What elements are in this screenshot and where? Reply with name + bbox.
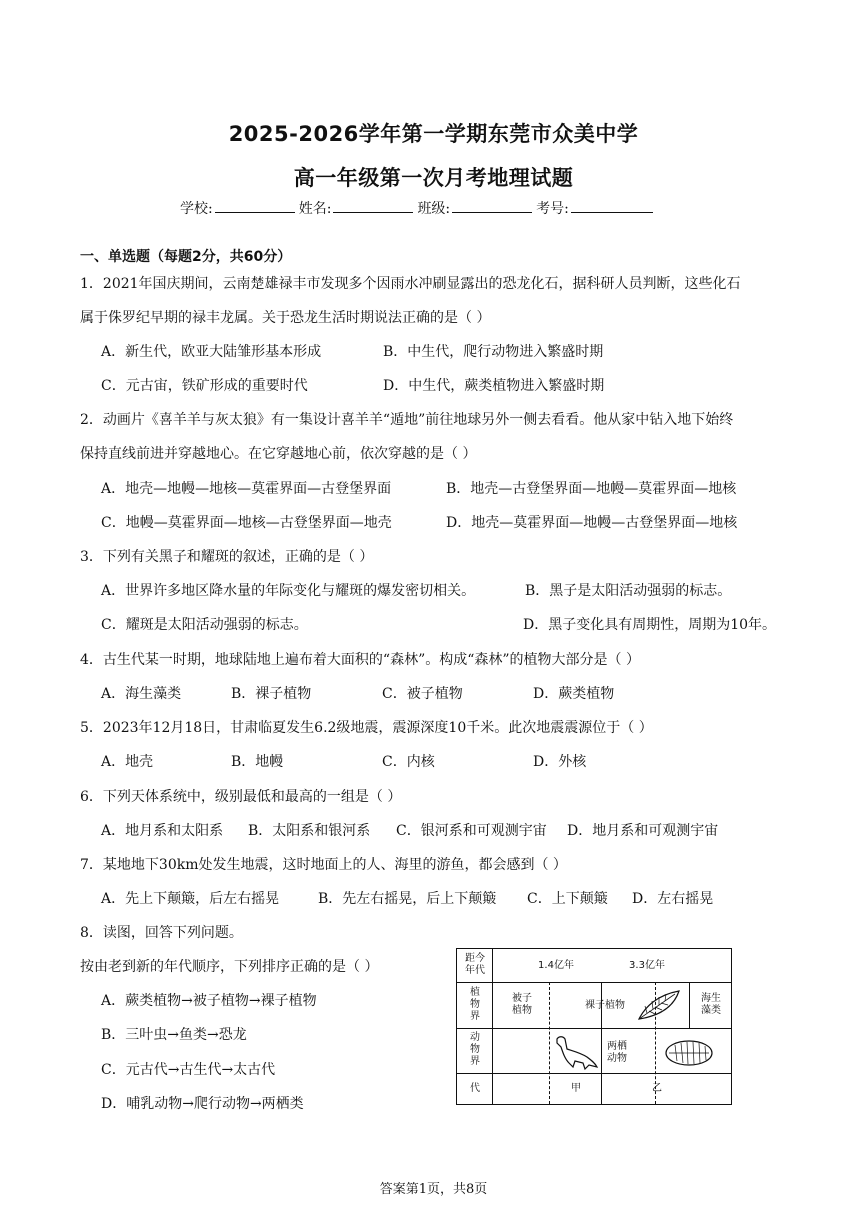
exam-title-line1: 2025-2026学年第一学期东莞市众美中学: [228, 122, 639, 146]
figure-dashed-divider: [549, 982, 550, 1104]
q7-option-d[interactable]: D．左右摇晃: [632, 891, 714, 907]
figure-header-age: 距今年代: [465, 953, 485, 976]
q2-stem-line2: 保持直线前进并穿越地心。在它穿越地心前，依次穿越的是（ ）: [80, 446, 477, 462]
q8-stem-line1: 8．读图，回答下列问题。: [80, 925, 243, 941]
class-field[interactable]: [452, 198, 532, 213]
q3-option-d[interactable]: D．黑子变化具有周期性，周期为10年。: [523, 617, 777, 633]
plant-label-2: 裸子植物: [585, 1000, 625, 1011]
q4-option-b[interactable]: B．裸子植物: [231, 686, 312, 702]
q8-option-a[interactable]: A．蕨类植物→被子植物→裸子植物: [101, 993, 317, 1009]
dinosaur-icon: [553, 1033, 599, 1071]
q1-stem-line2: 属于侏罗纪早期的禄丰龙属。关于恐龙生活时期说法正确的是（ ）: [80, 310, 491, 326]
q3-option-b[interactable]: B．黑子是太阳活动强弱的标志。: [525, 583, 732, 599]
page-footer: 答案第1页，共8页: [379, 1182, 488, 1197]
q6-option-c[interactable]: C．银河系和可观测宇宙: [396, 823, 547, 839]
q8-option-c[interactable]: C．元古代→古生代→太古代: [101, 1062, 276, 1078]
q6-stem: 6．下列天体系统中，级别最低和最高的一组是（ ）: [80, 789, 402, 805]
era-label-jia: 甲: [571, 1083, 581, 1094]
figure-row-divider: [457, 1073, 731, 1074]
animal-label-1: 两栖动物: [607, 1041, 627, 1064]
q1-option-d[interactable]: D．中生代，蕨类植物进入繁盛时期: [383, 378, 605, 394]
section-heading: 一、单选题（每题2分，共60分）: [80, 249, 292, 265]
q8-option-b[interactable]: B．三叶虫→鱼类→恐龙: [101, 1027, 247, 1043]
age-label-1: 1.4亿年: [538, 960, 574, 971]
name-label: 姓名:: [298, 201, 332, 217]
figure-header-plants: 植物界: [470, 987, 480, 1022]
q5-option-d[interactable]: D．外核: [533, 754, 587, 770]
q6-option-a[interactable]: A．地月系和太阳系: [101, 823, 224, 839]
q3-stem: 3．下列有关黑子和耀斑的叙述，正确的是（ ）: [80, 549, 374, 565]
exam-title-line2: 高一年级第一次月考地理试题: [293, 166, 574, 190]
figure-header-animals: 动物界: [470, 1032, 480, 1067]
q1-option-c[interactable]: C．元古宙，铁矿形成的重要时代: [101, 378, 308, 394]
q3-option-c[interactable]: C．耀斑是太阳活动强弱的标志。: [101, 617, 308, 633]
exam-number-field[interactable]: [571, 198, 653, 213]
name-field[interactable]: [333, 198, 413, 213]
q8-option-d[interactable]: D．哺乳动物→爬行动物→两栖类: [101, 1096, 304, 1112]
plant-label-1: 被子植物: [512, 993, 532, 1016]
student-info-row: [180, 198, 653, 218]
school-label: 学校:: [180, 201, 213, 217]
q7-option-b[interactable]: B．先左右摇晃，后上下颠簸: [318, 891, 497, 907]
class-label: 班级:: [417, 201, 451, 217]
figure-header-divider: [492, 949, 493, 1104]
q2-option-c[interactable]: C．地幔—莫霍界面—地核—古登堡界面—地壳: [101, 515, 392, 531]
q6-option-d[interactable]: D．地月系和可观测宇宙: [567, 823, 719, 839]
q2-stem-line1: 2．动画片《喜羊羊与灰太狼》有一集设计喜羊羊“遁地”前往地球另外一侧去看看。他从家中钻入地下始终: [80, 412, 734, 428]
q4-stem: 4．古生代某一时期，地球陆地上遍布着大面积的“森林”。构成“森林”的植物大部分是（ ）: [80, 652, 640, 668]
q4-option-d[interactable]: D．蕨类植物: [533, 686, 615, 702]
q1-option-b[interactable]: B．中生代，爬行动物进入繁盛时期: [383, 344, 604, 360]
q5-option-c[interactable]: C．内核: [382, 754, 435, 770]
fern-leaf-icon: [635, 987, 685, 1023]
q2-option-a[interactable]: A．地壳—地幔—地核—莫霍界面—古登堡界面: [101, 481, 392, 497]
exam-number-label: 考号:: [536, 201, 569, 217]
q7-option-c[interactable]: C．上下颠簸: [527, 891, 608, 907]
q1-stem-line1: 1．2021年国庆期间，云南楚雄禄丰市发现多个因雨水冲刷显露出的恐龙化石，据科研人员判断，这些化石: [80, 276, 741, 292]
school-field[interactable]: [215, 198, 295, 213]
figure-header-era: 代: [470, 1083, 480, 1094]
q3-option-a[interactable]: A．世界许多地区降水量的年际变化与耀斑的爆发密切相关。: [101, 583, 476, 599]
q7-stem: 7．某地地下30km处发生地震，这时地面上的人、海里的游鱼，都会感到（ ）: [80, 857, 567, 873]
age-label-2: 3.3亿年: [629, 960, 665, 971]
figure-row-divider: [457, 1028, 731, 1029]
trilobite-icon: [663, 1037, 715, 1069]
q6-option-b[interactable]: B．太阳系和银河系: [248, 823, 371, 839]
figure-plant-divider: [689, 982, 690, 1028]
q5-stem: 5．2023年12月18日，甘肃临夏发生6.2级地震，震源深度10千米。此次地震震源位于（ ）: [80, 720, 653, 736]
q5-option-b[interactable]: B．地幔: [231, 754, 284, 770]
plant-label-3: 海生藻类: [701, 993, 721, 1016]
q1-option-a[interactable]: A．新生代，欧亚大陆雏形基本形成: [101, 344, 322, 360]
q4-option-a[interactable]: A．海生藻类: [101, 686, 182, 702]
geologic-era-figure: [456, 948, 732, 1105]
q8-stem-line2: 按由老到新的年代顺序，下列排序正确的是（ ）: [80, 959, 379, 975]
q2-option-d[interactable]: D．地壳—莫霍界面—地幔—古登堡界面—地核: [446, 515, 738, 531]
q2-option-b[interactable]: B．地壳—古登堡界面—地幔—莫霍界面—地核: [446, 481, 737, 497]
q5-option-a[interactable]: A．地壳: [101, 754, 154, 770]
q4-option-c[interactable]: C．被子植物: [382, 686, 463, 702]
era-label-yi: 乙: [652, 1083, 662, 1094]
q7-option-a[interactable]: A．先上下颠簸，后左右摇晃: [101, 891, 280, 907]
